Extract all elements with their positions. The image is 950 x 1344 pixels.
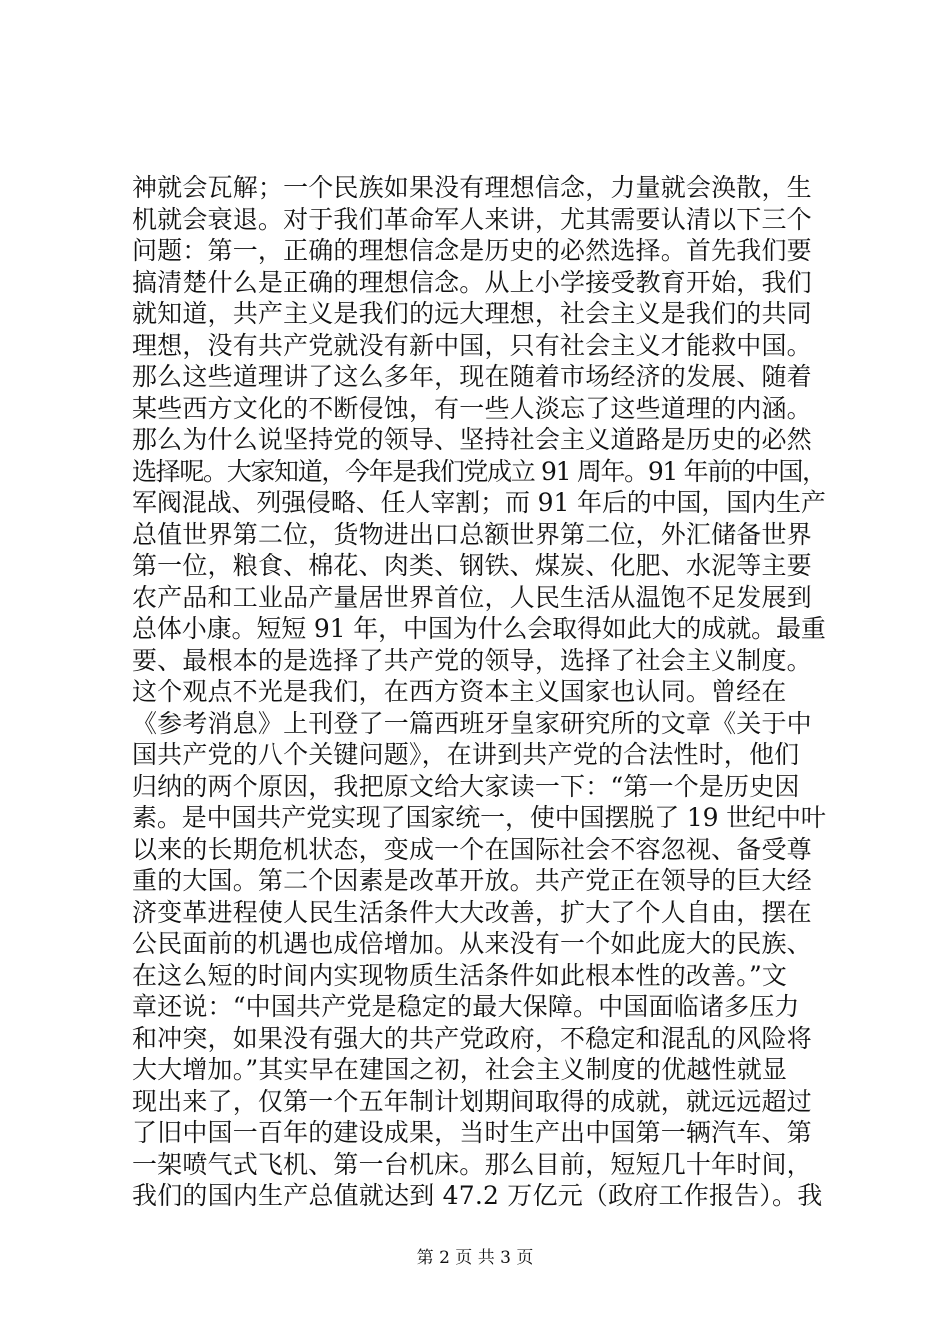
text-line: 现出来了，仅第一个五年制计划期间取得的成就，就远远超过	[132, 1086, 812, 1116]
text-line: 第一位，粮食、棉花、肉类、钢铁、煤炭、化肥、水泥等主要	[132, 551, 812, 580]
text-line: 大大增加。”其实早在建国之初，社会主义制度的优越性就显	[132, 1055, 788, 1084]
text-line: 理想，没有共产党就没有新中国，只有社会主义才能救中国。	[132, 330, 812, 360]
page-number-footer: 第 2 页 共 3 页	[416, 1248, 534, 1268]
text-line: 公民面前的机遇也成倍增加。从来没有一个如此庞大的民族、	[132, 929, 812, 958]
text-line: 归纳的两个原因，我把原文给大家读一下：“第一个是历史因	[132, 771, 800, 801]
text-line: 一架喷气式飞机、第一台机床。那么目前，短短几十年时间，	[132, 1149, 812, 1179]
text-line: 那么这些道理讲了这么多年，现在随着市场经济的发展、随着	[132, 362, 812, 391]
text-line: 农产品和工业品产量居世界首位，人民生活从温饱不足发展到	[132, 582, 812, 612]
text-line: 和冲突，如果没有强大的共产党政府，不稳定和混乱的风险将	[132, 1023, 812, 1053]
text-line: 我们的国内生产总值就达到 47.2 万亿元（政府工作报告）。我	[132, 1181, 823, 1210]
text-line: 某些西方文化的不断侵蚀，有一些人淡忘了这些道理的内涵。	[132, 393, 812, 423]
text-line: 军阀混战、列强侵略、任人宰割；而 91 年后的中国，国内生产	[132, 488, 826, 517]
text-line: 那么为什么说坚持党的领导、坚持社会主义道路是历史的必然	[132, 425, 812, 454]
text-line: 以来的长期危机状态，变成一个在国际社会不容忽视、备受尊	[132, 834, 812, 864]
text-line: 就知道，共产主义是我们的远大理想，社会主义是我们的共同	[132, 299, 812, 328]
text-line: 问题：第一，正确的理想信念是历史的必然选择。首先我们要	[132, 236, 812, 265]
text-line: 国共产党的八个关键问题》，在讲到共产党的合法性时，他们	[132, 740, 800, 769]
text-line: 搞清楚什么是正确的理想信念。从上小学接受教育开始，我们	[132, 267, 812, 297]
text-line: 在这么短的时间内实现物质生活条件如此根本性的改善。”文	[132, 960, 788, 990]
text-line: 要、最根本的是选择了共产党的领导，选择了社会主义制度。	[132, 645, 812, 675]
text-line: 《参考消息》上刊登了一篇西班牙皇家研究所的文章《关于中	[132, 708, 812, 738]
text-line: 机就会衰退。对于我们革命军人来讲，尤其需要认清以下三个	[132, 204, 812, 234]
body-text	[132, 172, 832, 1212]
text-line: 章还说：“中国共产党是稳定的最大保障。中国面临诸多压力	[132, 992, 800, 1021]
text-line: 了旧中国一百年的建设成果，当时生产出中国第一辆汽车、第	[132, 1118, 812, 1147]
text-line: 素。是中国共产党实现了国家统一，使中国摆脱了 19 世纪中叶	[132, 803, 826, 832]
text-line: 济变革进程使人民生活条件大大改善，扩大了个人自由，摆在	[132, 897, 812, 927]
text-line: 这个观点不光是我们，在西方资本主义国家也认同。曾经在	[132, 677, 787, 706]
text-line: 总体小康。短短 91 年，中国为什么会取得如此大的成就。最重	[132, 614, 826, 643]
text-line: 总值世界第二位，货物进出口总额世界第二位，外汇储备世界	[132, 519, 812, 549]
text-line: 重的大国。第二个因素是改革开放。共产党正在领导的巨大经	[132, 866, 812, 895]
text-line: 神就会瓦解；一个民族如果没有理想信念，力量就会涣散，生	[132, 173, 812, 202]
text-line: 选择呢。大家知道，今年是我们党成立 91 周年。91 年前的中国，	[132, 456, 826, 486]
